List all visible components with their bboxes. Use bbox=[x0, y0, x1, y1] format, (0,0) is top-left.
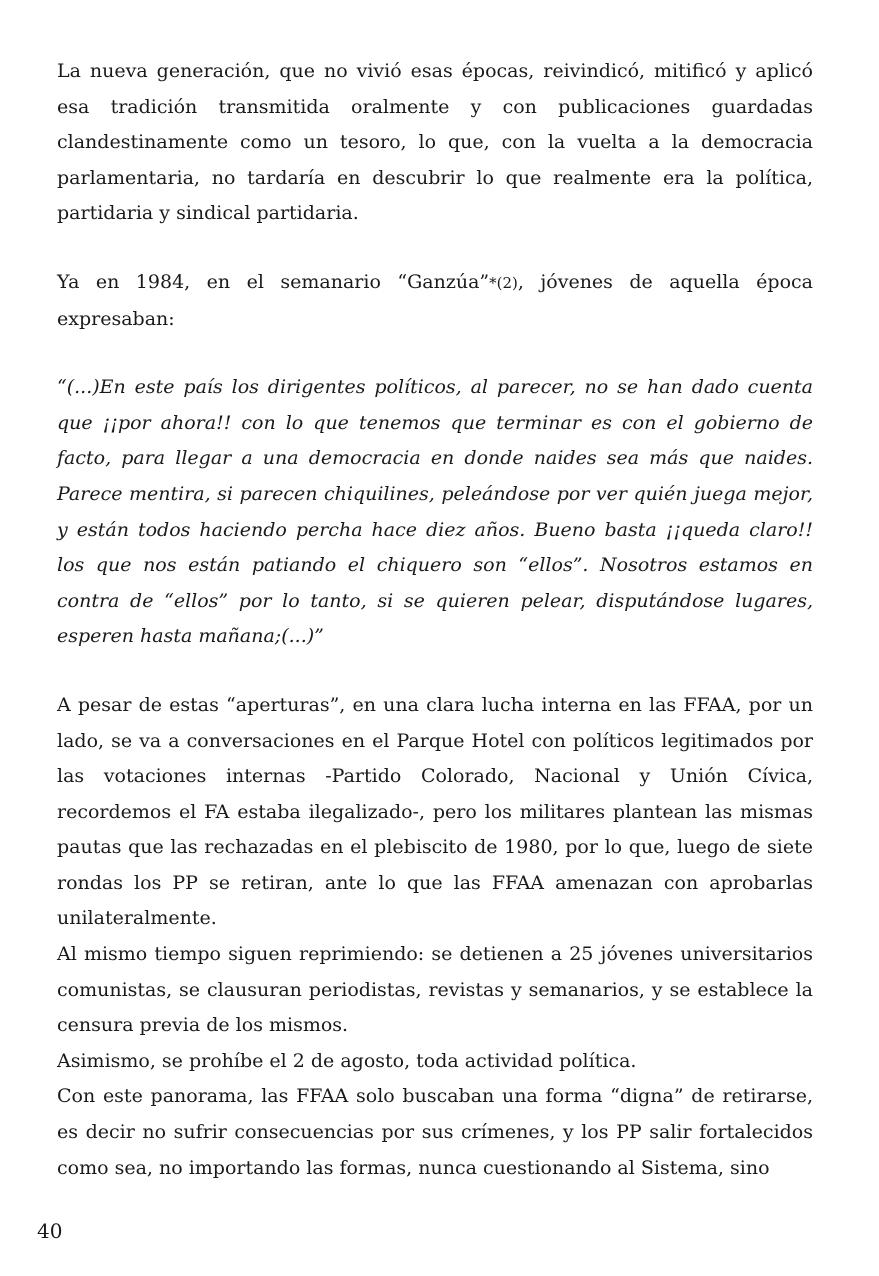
footnote-reference: *(2) bbox=[489, 273, 518, 292]
ganzua-intro-text: Ya en 1984, en el semanario “Ganzúa” bbox=[57, 270, 490, 293]
page-number: 40 bbox=[37, 1219, 63, 1243]
paragraph-ganzua-intro bbox=[57, 265, 813, 337]
page-body bbox=[57, 54, 813, 1186]
paragraph-aperturas: A pesar de estas “aperturas”, en una clara lucha interna en las FFAA, por un lado, se va a conversaciones en el Parque Hotel con políticos legitimados por las votaciones internas -Partido Colorado, Nacional y Unión Cívica, recordemos el FA estaba ilegalizado-, pero los militares plantean las mismas pautas que las rechazadas en el plebiscito de 1980, por lo que, luego de siete rondas los PP se retiran, ante lo que las FFAA amenazan con aprobarlas unilateralmente. bbox=[57, 693, 813, 930]
quoted-passage: “(...)En este país los dirigentes políticos, al parecer, no se han dado cuenta que ¡¡por ahora!! con lo que tenemos que terminar es con el gobierno de facto, para llegar a una democracia en donde naides sea más que naides. Parece mentira, si parecen chiquilines, peleándose por ver quién juega mejor, y están todos haciendo percha hace diez años. Bueno basta ¡¡queda claro!! los que nos están patiando el chiquero son “ellos”. Nosotros estamos en contra de “ellos” por lo tanto, si se quieren pelear, disputándose lugares, esperen hasta mañana;(...)” bbox=[57, 376, 813, 648]
ganzua-intro-tail: , jóvenes de aquella época expresaban: bbox=[57, 270, 813, 330]
paragraph-new-generation: La nueva generación, que no vivió esas épocas, reivindicó, mitificó y aplicó esa tradición transmitida oralmente y con publicaciones guardadas clandestinamente como un tesoro, lo que, con la vuelta a la democracia parlamentaria, no tardaría en descubrir lo que realmente era la política, partidaria y sindical partidaria. bbox=[57, 60, 813, 225]
paragraph-panorama: Con este panorama, las FFAA solo buscaban una forma “digna” de retirarse, es decir no sufrir consecuencias por sus crímenes, y los PP salir fortalecidos como sea, no importando las formas, nunca cuestionando al Sistema, sino bbox=[57, 1085, 813, 1179]
paragraph-prohibicion: Asimismo, se prohíbe el 2 de agosto, toda actividad política. bbox=[57, 1049, 637, 1072]
paragraph-represion: Al mismo tiempo siguen reprimiendo: se detienen a 25 jóvenes universitarios comunistas, se clausuran periodistas, revistas y semanarios, y se establece la censura previa de los mismos. bbox=[57, 943, 813, 1037]
